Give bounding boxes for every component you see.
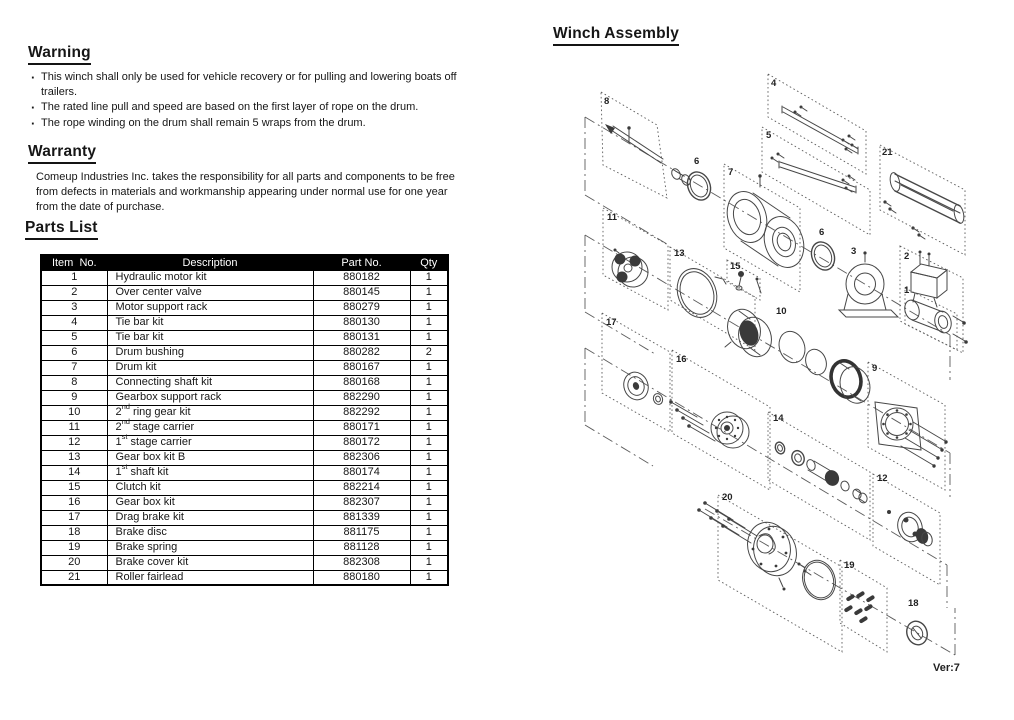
- table-row: [41, 570, 448, 585]
- part-callout: 3: [851, 246, 857, 257]
- cell-qty: 1: [410, 540, 448, 555]
- part-callout: 18: [908, 598, 919, 609]
- cell-part: 880180: [313, 570, 410, 585]
- cell-desc: Motor support rack: [107, 300, 313, 315]
- cell-desc: Drum kit: [107, 360, 313, 375]
- cell-item: 2: [41, 285, 107, 300]
- cell-desc: 1st stage carrier: [107, 435, 313, 450]
- cell-desc: Clutch kit: [107, 480, 313, 495]
- cell-item: 7: [41, 360, 107, 375]
- part-tie-bar-bottom: [771, 153, 857, 194]
- part-callout: 12: [877, 473, 888, 484]
- cell-item: 9: [41, 390, 107, 405]
- cell-desc: Gear box kit: [107, 495, 313, 510]
- cell-part: 880130: [313, 315, 410, 330]
- part-callout: 15: [730, 261, 741, 272]
- part-motor-support-rack: [839, 251, 898, 317]
- cell-part: 880172: [313, 435, 410, 450]
- cell-desc: Gear box kit B: [107, 450, 313, 465]
- parts-column-header: Part No.: [313, 255, 410, 270]
- part-brake-springs: [844, 591, 876, 624]
- part-drum-bushing-right: [807, 238, 838, 273]
- part-callout: 1: [904, 285, 910, 296]
- table-row: [41, 540, 448, 555]
- cell-part: 881339: [313, 510, 410, 525]
- cell-qty: 1: [410, 270, 448, 285]
- cell-part: 882290: [313, 390, 410, 405]
- table-row: [41, 405, 448, 420]
- warranty-text: Comeup Industries Inc. takes the responsibility for all parts and components to be free from defects in materials and workmanship appearing under normal use for one year from the date of purchase.: [36, 171, 455, 213]
- cell-qty: 1: [410, 525, 448, 540]
- cell-part: 882306: [313, 450, 410, 465]
- part-callout: 5: [766, 130, 772, 141]
- cell-qty: 1: [410, 315, 448, 330]
- warning-bullet: · The rope winding on the drum shall remain 5 wraps from the drum.: [28, 116, 476, 131]
- part-gearbox-support-rack: [875, 402, 948, 468]
- part-callout: 8: [604, 96, 610, 107]
- table-row: [41, 315, 448, 330]
- cell-desc: Hydraulic motor kit: [107, 270, 313, 285]
- cell-part: 882307: [313, 495, 410, 510]
- cell-desc: Tie bar kit: [107, 315, 313, 330]
- part-second-stage-carrier: [612, 249, 648, 288]
- table-row: [41, 525, 448, 540]
- cell-item: 5: [41, 330, 107, 345]
- table-row: [41, 510, 448, 525]
- part-first-stage-carrier: [894, 509, 934, 547]
- table-row: [41, 375, 448, 390]
- warning-list: [28, 70, 476, 131]
- cell-qty: 1: [410, 570, 448, 585]
- part-callout: 17: [606, 317, 617, 328]
- table-row: [41, 285, 448, 300]
- cell-part: 881128: [313, 540, 410, 555]
- cell-item: 18: [41, 525, 107, 540]
- part-brake-disc: [903, 618, 930, 647]
- winch-assembly-diagram: [555, 50, 1005, 698]
- cell-desc: 1st shaft kit: [107, 465, 313, 480]
- part-callout: 4: [771, 78, 777, 89]
- cell-qty: 1: [410, 480, 448, 495]
- cell-part: 882308: [313, 555, 410, 570]
- cell-item: 12: [41, 435, 107, 450]
- parts-table-header-row: [41, 255, 448, 270]
- part-over-center-valve: [911, 251, 947, 299]
- part-callout: 9: [872, 363, 878, 374]
- diagram-version: Ver:7: [933, 662, 960, 674]
- cell-item: 4: [41, 315, 107, 330]
- part-callout: 13: [674, 248, 685, 259]
- part-callout: 16: [676, 354, 687, 365]
- cell-item: 3: [41, 300, 107, 315]
- cell-item: 6: [41, 345, 107, 360]
- table-row: [41, 450, 448, 465]
- table-row: [41, 270, 448, 285]
- warning-title: Warning: [28, 44, 91, 65]
- part-roller-fairlead: [883, 172, 965, 239]
- cell-part: 880168: [313, 375, 410, 390]
- part-callout: 6: [819, 227, 825, 238]
- cell-qty: 2: [410, 345, 448, 360]
- cell-part: 880174: [313, 465, 410, 480]
- cell-item: 21: [41, 570, 107, 585]
- cell-part: 880167: [313, 360, 410, 375]
- cell-desc: Drag brake kit: [107, 510, 313, 525]
- warranty-section: [28, 143, 476, 214]
- cell-item: 11: [41, 420, 107, 435]
- diagram-title-wrap: [553, 25, 679, 46]
- part-drag-brake: [620, 369, 664, 406]
- cell-part: 882292: [313, 405, 410, 420]
- table-row: [41, 345, 448, 360]
- cell-qty: 1: [410, 300, 448, 315]
- cell-part: 880279: [313, 300, 410, 315]
- cell-desc: Connecting shaft kit: [107, 375, 313, 390]
- part-callout: 10: [776, 306, 787, 317]
- table-row: [41, 435, 448, 450]
- table-row: [41, 555, 448, 570]
- cell-qty: 1: [410, 360, 448, 375]
- cell-desc: 2nd stage carrier: [107, 420, 313, 435]
- cell-item: 16: [41, 495, 107, 510]
- cell-desc: Brake spring: [107, 540, 313, 555]
- part-callout: 21: [882, 147, 893, 158]
- part-callout: 19: [844, 560, 855, 571]
- cell-qty: 1: [410, 465, 448, 480]
- cell-qty: 1: [410, 405, 448, 420]
- warning-bullet: · This winch shall only be used for vehicle recovery or for pulling and lowering boats off trailers.: [28, 70, 476, 100]
- part-hydraulic-motor: [903, 293, 968, 344]
- part-second-ring-gear: [775, 328, 878, 407]
- cell-desc: Brake disc: [107, 525, 313, 540]
- cell-item: 19: [41, 540, 107, 555]
- table-row: [41, 465, 448, 480]
- warranty-title: Warranty: [28, 143, 96, 164]
- cell-desc: 2nd ring gear kit: [107, 405, 313, 420]
- cell-qty: 1: [410, 390, 448, 405]
- parts-column-header: Qty: [410, 255, 448, 270]
- cell-part: 880282: [313, 345, 410, 360]
- cell-part: 880182: [313, 270, 410, 285]
- parts-table-body: [41, 270, 448, 585]
- cell-desc: Tie bar kit: [107, 330, 313, 345]
- cell-qty: 1: [410, 510, 448, 525]
- exploded-view-drawing: [555, 50, 1005, 698]
- table-row: [41, 300, 448, 315]
- part-callout: 7: [728, 167, 734, 178]
- parts-column-header: Description: [107, 255, 313, 270]
- table-row: [41, 420, 448, 435]
- parts-column-header: Item No.: [41, 255, 107, 270]
- cell-desc: Over center valve: [107, 285, 313, 300]
- cell-desc: Gearbox support rack: [107, 390, 313, 405]
- cell-item: 15: [41, 480, 107, 495]
- cell-part: 880171: [313, 420, 410, 435]
- cell-item: 17: [41, 510, 107, 525]
- part-connecting-shaft: [605, 124, 692, 187]
- cell-desc: Brake cover kit: [107, 555, 313, 570]
- part-group-boxes: [601, 74, 965, 652]
- cell-qty: 1: [410, 285, 448, 300]
- cell-desc: Roller fairlead: [107, 570, 313, 585]
- cell-part: 880131: [313, 330, 410, 345]
- parts-table: [40, 254, 449, 586]
- parts-list-title: Parts List: [25, 219, 98, 240]
- parts-list-section: [25, 219, 449, 586]
- cell-qty: 1: [410, 420, 448, 435]
- cell-desc: Drum bushing: [107, 345, 313, 360]
- part-gear-box-ring: [671, 263, 724, 323]
- part-callout: 11: [607, 212, 618, 223]
- warning-section: [28, 44, 476, 131]
- part-callout: 2: [904, 251, 910, 262]
- cell-qty: 1: [410, 330, 448, 345]
- cell-qty: 1: [410, 495, 448, 510]
- part-clutch-kit: [715, 271, 776, 361]
- cell-qty: 1: [410, 435, 448, 450]
- table-row: [41, 495, 448, 510]
- table-row: [41, 480, 448, 495]
- cell-item: 14: [41, 465, 107, 480]
- cell-item: 8: [41, 375, 107, 390]
- part-gear-box: [669, 400, 749, 448]
- part-drum-bushing-left: [683, 168, 714, 203]
- table-row: [41, 390, 448, 405]
- cell-part: 882214: [313, 480, 410, 495]
- table-row: [41, 330, 448, 345]
- part-drum: [721, 174, 810, 272]
- cell-qty: 1: [410, 375, 448, 390]
- part-callout: 14: [773, 413, 784, 424]
- diagram-title: Winch Assembly: [553, 25, 679, 46]
- part-callout: 6: [694, 156, 700, 167]
- cell-item: 20: [41, 555, 107, 570]
- cell-part: 881175: [313, 525, 410, 540]
- table-row: [41, 360, 448, 375]
- cell-item: 1: [41, 270, 107, 285]
- warning-bullet: · The rated line pull and speed are based on the first layer of rope on the drum.: [28, 100, 476, 115]
- part-callout: 20: [722, 492, 733, 503]
- cell-part: 880145: [313, 285, 410, 300]
- cell-qty: 1: [410, 450, 448, 465]
- cell-qty: 1: [410, 555, 448, 570]
- cell-item: 13: [41, 450, 107, 465]
- cell-item: 10: [41, 405, 107, 420]
- part-tie-bar-top: [782, 106, 858, 155]
